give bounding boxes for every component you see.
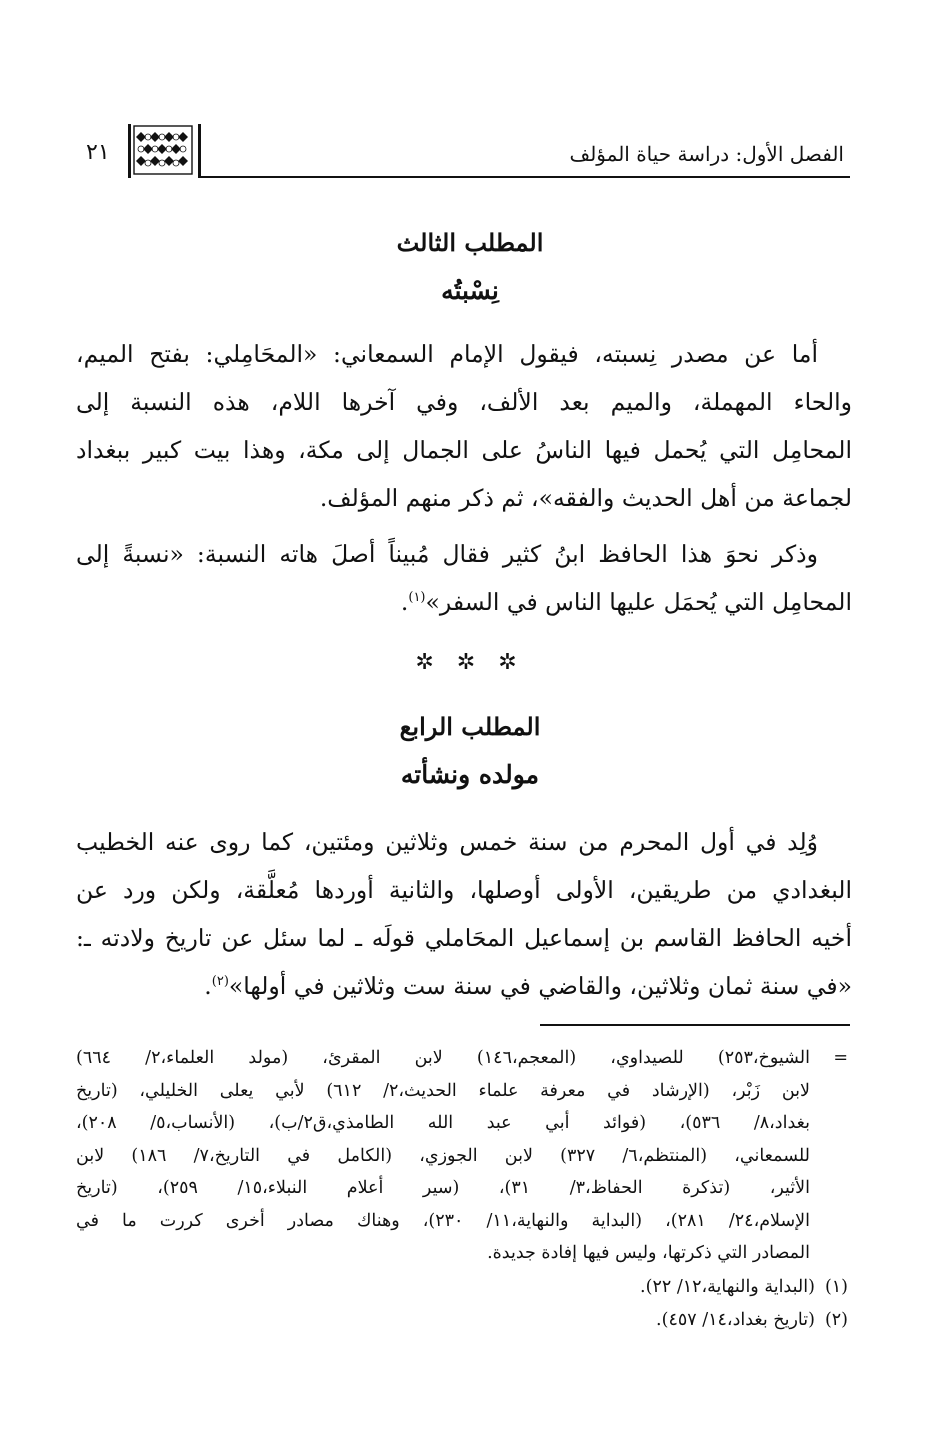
paragraph [76, 330, 852, 522]
footnote-line: الإسلام،٢٤/ ٢٨١)، (البداية والنهاية،١١/ ٢٣٠)، وهناك مصادر أخرى كررت ما في [76, 1210, 810, 1231]
running-title: الفصل الأول: دراسة حياة المؤلف [569, 142, 844, 166]
paragraph-line [76, 578, 852, 626]
paragraph [76, 530, 852, 626]
footnote-ref[interactable]: (٢) [211, 974, 229, 990]
footnote-line: للسمعاني، (المنتظم،٦/ ٣٢٧) لابن الجوزي، (الكامل في التاريخ،٧/ ١٨٦) لابن [76, 1145, 810, 1166]
continuation-mark: = [833, 1048, 848, 1068]
paragraph-line: البغدادي من طريقين، الأولى أوصلها، والثانية أوردها مُعلَّقة، ولكن ورد عن [76, 876, 852, 904]
footnote-item [76, 1304, 852, 1337]
footnote-line: لابن زَبْر، (الإرشاد في معرفة علماء الحديث،٢/ ٦١٢) لأبي يعلى الخليلي، (تاريخ [76, 1080, 810, 1101]
section-heading: المطلب الثالث [396, 228, 544, 257]
page-header [78, 120, 850, 180]
footnote-continuation [76, 1042, 852, 1270]
paragraph-line: أخيه الحافظ القاسم بن إسماعيل المحَاملي قولَه ـ لما سئل عن تاريخ ولادته ـ: [76, 924, 852, 952]
header-rule [198, 176, 850, 178]
page-number: ٢١ [86, 140, 110, 165]
footnote-line: الأثير، (تذكرة الحفاظ،٣/ ٣١)، (سير أعلام النبلاء،١٥/ ٢٥٩)، (تاريخ [76, 1178, 810, 1198]
section-heading: المطلب الرابع [399, 712, 541, 741]
footnote-number: (٢) [824, 1310, 848, 1330]
paragraph-end: . [204, 972, 212, 1000]
footnote-item [76, 1271, 852, 1304]
footnote-text: (البداية والنهاية،١٢/ ٢٢). [640, 1276, 815, 1297]
paragraph-line [76, 962, 852, 1010]
footnote-number: (١) [824, 1276, 848, 1297]
paragraph-line: وُلِد في أول المحرم من سنة خمس وثلاثين ومئتين، كما روى عنه الخطيب [76, 828, 818, 856]
paragraph [76, 818, 852, 1010]
ornament-bar-right [198, 124, 201, 178]
paragraph-text: «في سنة ثمان وثلاثين، والقاضي في سنة ست وثلاثين في أولها» [228, 972, 852, 1000]
footnotes [76, 1042, 852, 1337]
footnote-ref[interactable]: (١) [408, 590, 426, 606]
footnote-text: (تاريخ بغداد،١٤/ ٤٥٧). [656, 1310, 815, 1330]
ornament-bar-left [128, 124, 131, 178]
footnote-line: المصادر التي ذكرتها، وليس فيها إفادة جديدة. [487, 1243, 810, 1263]
paragraph-line: المحامِل التي يُحمل فيها الناسُ على الجمال إلى مكة، وهذا بيت كبير ببغداد [76, 436, 852, 464]
section-subheading: نِسْبتُه [441, 276, 499, 305]
section-subheading: مولده ونشأته [400, 760, 540, 789]
paragraph-line: لجماعة من أهل الحديث والفقه»، ثم ذكر منهم المؤلف. [319, 484, 852, 512]
footnote-rule [540, 1024, 850, 1026]
footnote-line: بغداد،٨/ ٥٣٦)، (فوائد أبي عبد الله الطامذي،ق٢/ب)، (الأنساب،٥/ ٢٠٨)، [76, 1113, 810, 1133]
paragraph-line: أما عن مصدر نِسبته، فيقول الإمام السمعاني: «المحَامِلي: بفتح الميم، [76, 340, 818, 368]
ornament-icon [132, 124, 194, 176]
separator-stars: ✲ ✲ ✲ [415, 650, 525, 675]
paragraph-text: المحامِل التي يُحمَل عليها الناس في السفر» [425, 588, 852, 616]
footnote-line: الشيوخ،٢٥٣) للصيداوي، (المعجم،١٤٦) لابن المقرئ، (مولد العلماء،٢/ ٦٦٤) [76, 1048, 810, 1068]
paragraph-line: والحاء المهملة، والميم بعد الألف، وفي آخرها اللام، هذه النسبة إلى [76, 388, 852, 416]
paragraph-end: . [400, 588, 409, 616]
paragraph-line: وذكر نحوَ هذا الحافظ ابنُ كثير فقال مُبيناً أصلَ هاته النسبة: «نسبةً إلى [76, 540, 818, 568]
